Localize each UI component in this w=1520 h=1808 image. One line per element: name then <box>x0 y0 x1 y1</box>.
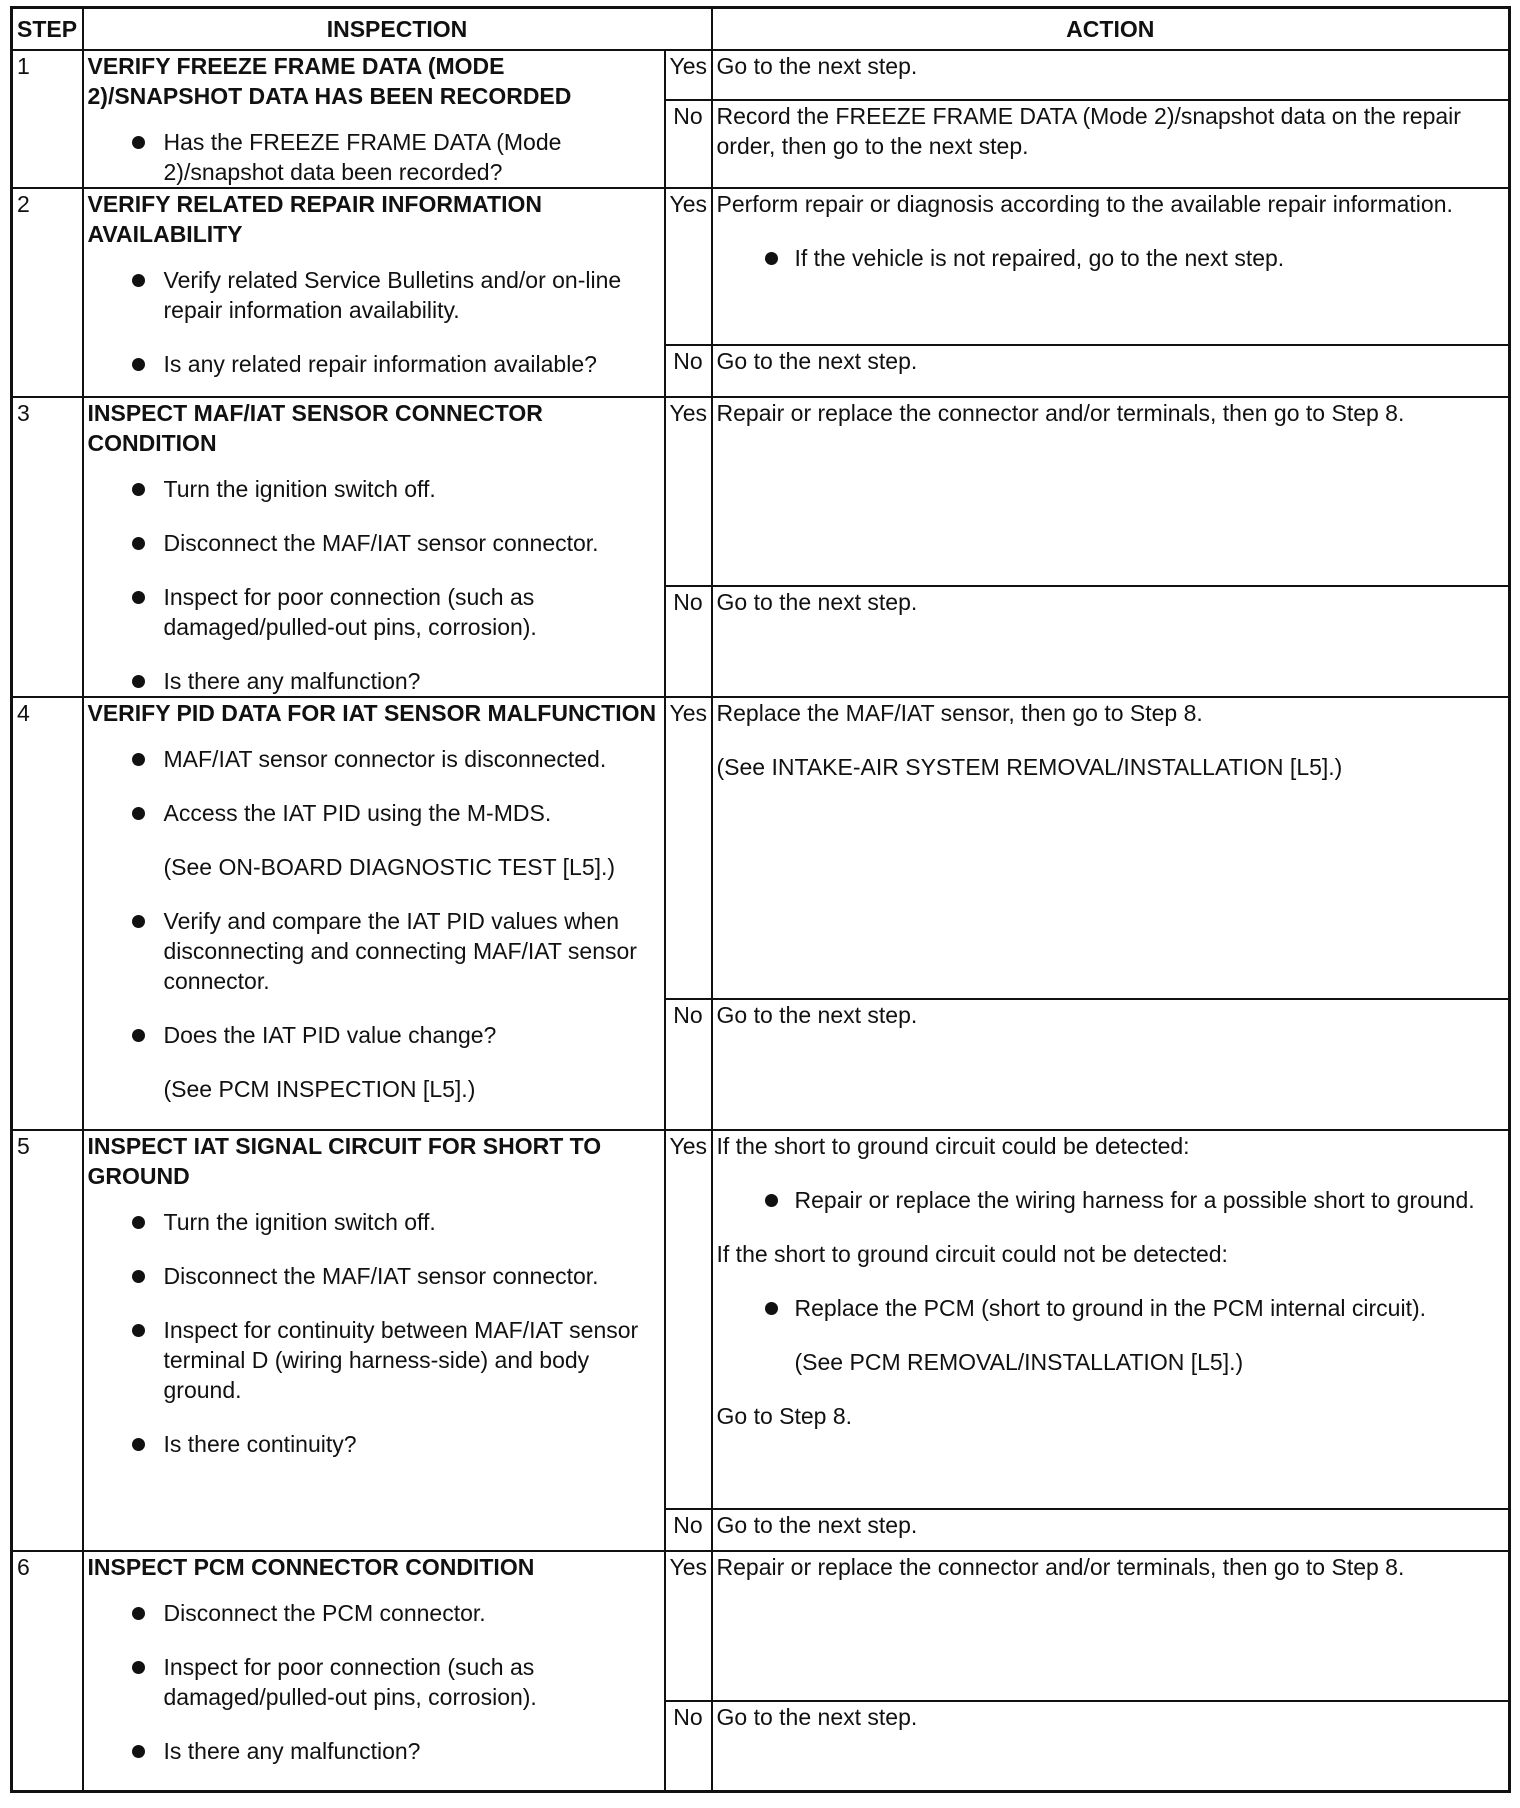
no-label: No <box>665 1509 712 1551</box>
inspection-bullet: Turn the ignition switch off. <box>88 474 660 504</box>
yes-label: Yes <box>665 50 712 100</box>
yes-action <box>712 188 1510 345</box>
action-text: Replace the MAF/IAT sensor, then go to Step 8. <box>716 700 1203 726</box>
step-number: 4 <box>12 697 83 1130</box>
no-action: Go to the next step. <box>712 345 1510 397</box>
step-1-row-yes <box>12 50 1510 100</box>
step-number: 1 <box>12 50 83 188</box>
reference-note: (See PCM INSPECTION [L5].) <box>163 1076 476 1102</box>
no-action: Go to the next step. <box>712 999 1510 1130</box>
no-label: No <box>665 1701 712 1791</box>
step-2-inspection <box>83 188 665 397</box>
yes-action <box>712 1130 1510 1509</box>
inspection-bullet: Verify related Service Bulletins and/or on-line repair information availability. <box>88 265 660 325</box>
step-2-row-yes <box>12 188 1510 345</box>
inspection-bullet: MAF/IAT sensor connector is disconnected. <box>88 744 660 774</box>
inspection-bullet: Access the IAT PID using the M-MDS. <box>88 798 660 828</box>
step-4-row-yes <box>12 697 1510 999</box>
inspection-bullet: Is any related repair information available? <box>88 349 660 379</box>
yes-action <box>712 697 1510 999</box>
step-title: VERIFY RELATED REPAIR INFORMATION AVAILABILITY <box>87 191 542 247</box>
action-text: If the short to ground circuit could not be detected: <box>716 1241 1228 1267</box>
step-1-inspection <box>83 50 665 188</box>
inspection-bullet: Has the FREEZE FRAME DATA (Mode 2)/snapshot data been recorded? <box>88 127 660 187</box>
action-bullet: Repair or replace the wiring harness for a possible short to ground. <box>717 1185 1505 1215</box>
inspection-bullet: Inspect for poor connection (such as damaged/pulled-out pins, corrosion). <box>88 1652 660 1712</box>
step-3-inspection <box>83 397 665 697</box>
no-label: No <box>665 100 712 188</box>
yes-action: Repair or replace the connector and/or terminals, then go to Step 8. <box>712 1551 1510 1701</box>
action-text: If the short to ground circuit could be detected: <box>716 1133 1190 1159</box>
step-title: INSPECT PCM CONNECTOR CONDITION <box>87 1554 535 1580</box>
no-action: Record the FREEZE FRAME DATA (Mode 2)/snapshot data on the repair order, then go to the next step. <box>712 100 1510 188</box>
step-6-row-yes <box>12 1551 1510 1701</box>
no-action: Go to the next step. <box>712 586 1510 697</box>
step-title: INSPECT MAF/IAT SENSOR CONNECTOR CONDITION <box>87 400 543 456</box>
no-label: No <box>665 999 712 1130</box>
step-column-header: STEP <box>12 8 83 51</box>
inspection-bullet: Is there any malfunction? <box>88 1736 660 1766</box>
no-label: No <box>665 586 712 697</box>
inspection-bullet: Inspect for poor connection (such as damaged/pulled-out pins, corrosion). <box>88 582 660 642</box>
reference-note: (See ON-BOARD DIAGNOSTIC TEST [L5].) <box>163 854 616 880</box>
step-title: VERIFY FREEZE FRAME DATA (MODE 2)/SNAPSHOT DATA HAS BEEN RECORDED <box>87 53 572 109</box>
inspection-bullet: Inspect for continuity between MAF/IAT sensor terminal D (wiring harness-side) and body ground. <box>88 1315 660 1405</box>
inspection-bullet: Disconnect the PCM connector. <box>88 1598 660 1628</box>
no-action: Go to the next step. <box>712 1509 1510 1551</box>
no-action: Go to the next step. <box>712 1701 1510 1791</box>
inspection-bullet: Is there continuity? <box>88 1429 660 1459</box>
step-4-inspection <box>83 697 665 1130</box>
step-5-row-yes <box>12 1130 1510 1509</box>
step-number: 6 <box>12 1551 83 1791</box>
inspection-bullet: Turn the ignition switch off. <box>88 1207 660 1237</box>
action-bullet: If the vehicle is not repaired, go to the next step. <box>717 243 1505 273</box>
action-column-header: ACTION <box>712 8 1510 51</box>
action-text: Perform repair or diagnosis according to the available repair information. <box>716 191 1453 217</box>
inspection-column-header: INSPECTION <box>83 8 712 51</box>
step-title: VERIFY PID DATA FOR IAT SENSOR MALFUNCTION <box>87 700 657 726</box>
yes-label: Yes <box>665 697 712 999</box>
diagnostic-procedure-table <box>10 6 1511 1793</box>
reference-note: (See PCM REMOVAL/INSTALLATION [L5].) <box>794 1349 1244 1375</box>
step-number: 2 <box>12 188 83 397</box>
yes-label: Yes <box>665 188 712 345</box>
step-3-row-yes <box>12 397 1510 586</box>
yes-label: Yes <box>665 1130 712 1509</box>
step-6-inspection <box>83 1551 665 1791</box>
action-text: Go to Step 8. <box>716 1403 853 1429</box>
action-bullet: Replace the PCM (short to ground in the PCM internal circuit). <box>717 1293 1505 1323</box>
inspection-bullet: Disconnect the MAF/IAT sensor connector. <box>88 528 660 558</box>
step-number: 3 <box>12 397 83 697</box>
no-label: No <box>665 345 712 397</box>
yes-label: Yes <box>665 1551 712 1701</box>
inspection-bullet: Is there any malfunction? <box>88 666 660 696</box>
inspection-bullet: Does the IAT PID value change? <box>88 1020 660 1050</box>
yes-action: Go to the next step. <box>712 50 1510 100</box>
inspection-bullet: Disconnect the MAF/IAT sensor connector. <box>88 1261 660 1291</box>
inspection-bullet: Verify and compare the IAT PID values when disconnecting and connecting MAF/IAT sensor connector. <box>88 906 660 996</box>
step-5-inspection <box>83 1130 665 1551</box>
step-title: INSPECT IAT SIGNAL CIRCUIT FOR SHORT TO GROUND <box>87 1133 602 1189</box>
reference-note: (See INTAKE-AIR SYSTEM REMOVAL/INSTALLATION [L5].) <box>716 754 1343 780</box>
header-row <box>12 8 1510 51</box>
yes-label: Yes <box>665 397 712 586</box>
step-number: 5 <box>12 1130 83 1551</box>
yes-action: Repair or replace the connector and/or terminals, then go to Step 8. <box>712 397 1510 586</box>
